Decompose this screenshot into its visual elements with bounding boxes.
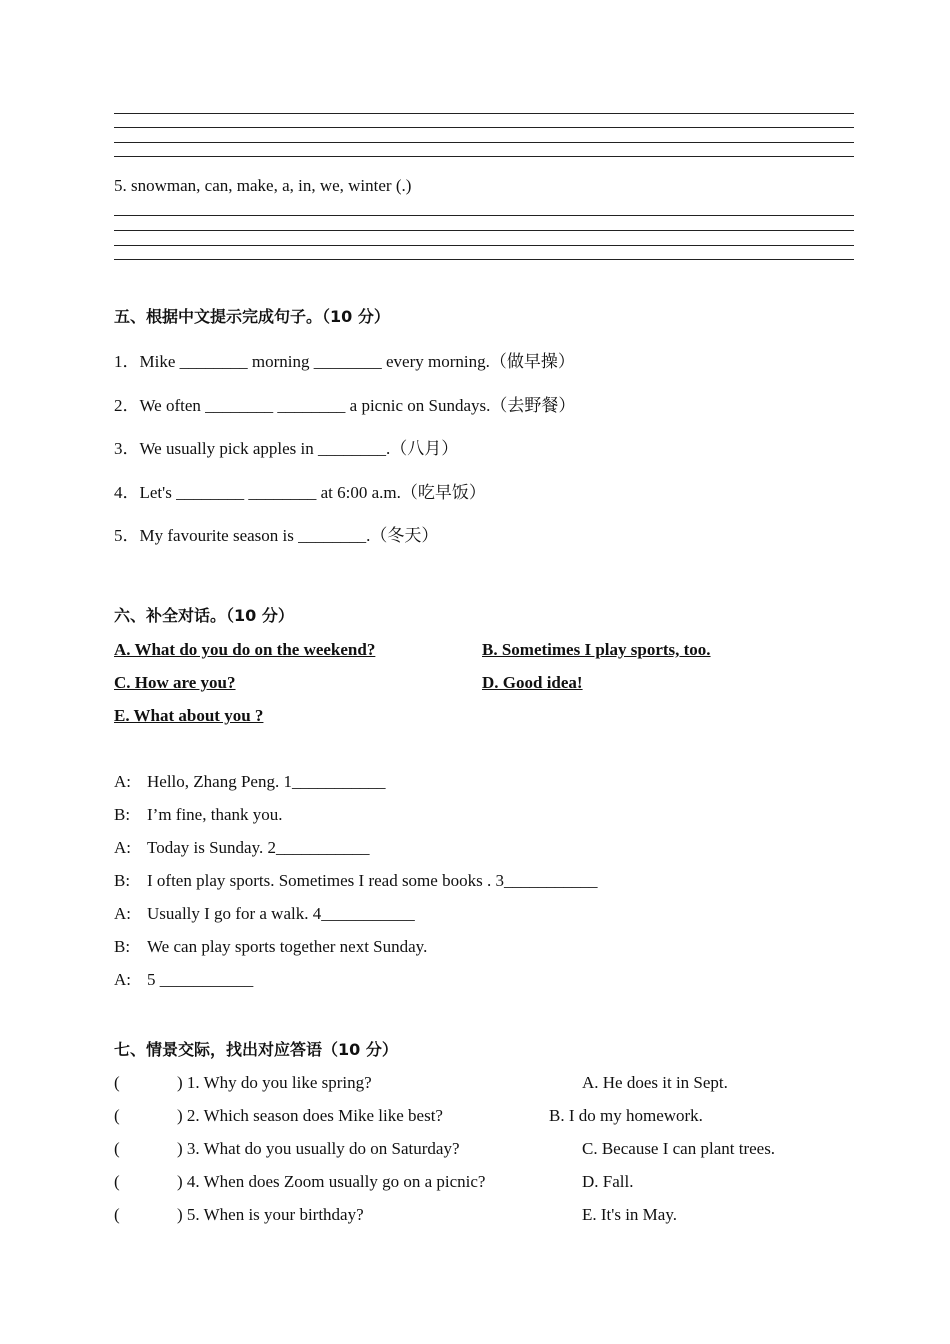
- line-text: I often play sports. Sometimes I read some books . 3___________: [147, 871, 598, 890]
- answer-c: C. Because I can plant trees.: [582, 1139, 776, 1158]
- question-4: ) 4. When does Zoom usually go on a picnic?: [177, 1172, 486, 1191]
- answer-line[interactable]: [114, 156, 854, 157]
- s5-item-2: 2．We often ________ ________ a picnic on Sundays.（去野餐）: [114, 396, 576, 415]
- answer-line[interactable]: [114, 142, 854, 143]
- answer-line[interactable]: [114, 215, 854, 216]
- s5-item-5: 5．My favourite season is ________.（冬天）: [114, 526, 439, 545]
- answer-line[interactable]: [114, 127, 854, 128]
- question-3: ) 3. What do you usually do on Saturday?: [177, 1139, 460, 1158]
- line-text: 5 ___________: [147, 970, 254, 989]
- dialogue-line-2: [114, 805, 283, 825]
- question-5: ) 5. When is your birthday?: [177, 1205, 364, 1224]
- speaker: A:: [114, 970, 131, 989]
- speaker: B:: [114, 805, 131, 824]
- s5-item-3: 3．We usually pick apples in ________.（八月）: [114, 439, 459, 458]
- option-d: D. Good idea!: [482, 673, 583, 692]
- option-a: A. What do you do on the weekend?: [114, 640, 376, 659]
- s5-item-1: 1．Mike ________ morning ________ every morning.（做早操）: [114, 352, 575, 371]
- dialogue-line-4: [114, 871, 597, 891]
- option-c: C. How are you?: [114, 673, 236, 692]
- question-1: ) 1. Why do you like spring?: [177, 1073, 372, 1092]
- q4-item-5: 5. snowman, can, make, a, in, we, winter (.): [114, 176, 412, 195]
- answer-a: A. He does it in Sept.: [582, 1073, 728, 1092]
- answer-line[interactable]: [114, 259, 854, 260]
- answer-d: D. Fall.: [582, 1172, 634, 1191]
- section-5-heading: 五、根据中文提示完成句子。（10 分）: [114, 307, 390, 326]
- answer-line[interactable]: [114, 113, 854, 114]
- answer-paren[interactable]: (: [114, 1172, 120, 1191]
- option-e: E. What about you ?: [114, 706, 264, 725]
- answer-paren[interactable]: (: [114, 1205, 120, 1224]
- dialogue-line-7: [114, 970, 253, 990]
- dialogue-line-6: [114, 937, 427, 957]
- section-7-heading: 七、情景交际，找出对应答语（10 分）: [114, 1040, 398, 1059]
- line-text: We can play sports together next Sunday.: [147, 937, 428, 956]
- dialogue-line-3: [114, 838, 369, 858]
- question-2: ) 2. Which season does Mike like best?: [177, 1106, 443, 1125]
- speaker: B:: [114, 871, 131, 890]
- answer-paren[interactable]: (: [114, 1139, 120, 1158]
- dialogue-line-5: [114, 904, 415, 924]
- option-b: B. Sometimes I play sports, too.: [482, 640, 711, 659]
- speaker: A:: [114, 838, 131, 857]
- line-text: Usually I go for a walk. 4___________: [147, 904, 415, 923]
- line-text: Today is Sunday. 2___________: [147, 838, 370, 857]
- answer-line[interactable]: [114, 245, 854, 246]
- answer-paren[interactable]: (: [114, 1073, 120, 1092]
- answer-line[interactable]: [114, 230, 854, 231]
- dialogue-line-1: [114, 772, 385, 792]
- answer-paren[interactable]: (: [114, 1106, 120, 1125]
- answer-e: E. It's in May.: [582, 1205, 677, 1224]
- line-text: Hello, Zhang Peng. 1___________: [147, 772, 386, 791]
- answer-b: B. I do my homework.: [549, 1106, 703, 1125]
- s5-item-4: 4．Let's ________ ________ at 6:00 a.m.（吃早饭）: [114, 483, 486, 502]
- speaker: A:: [114, 772, 131, 791]
- line-text: I’m fine, thank you.: [147, 805, 283, 824]
- section-6-heading: 六、补全对话。（10 分）: [114, 606, 294, 625]
- speaker: B:: [114, 937, 131, 956]
- speaker: A:: [114, 904, 131, 923]
